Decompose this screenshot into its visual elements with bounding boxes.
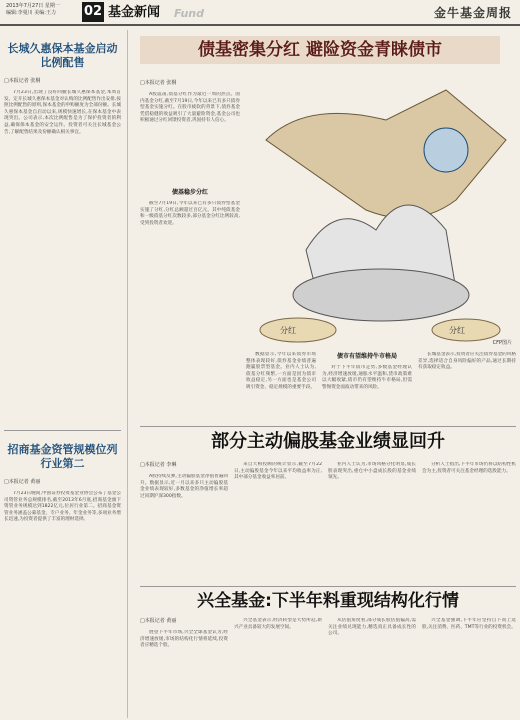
newspaper-brand: 金牛基金周报 <box>433 6 512 20</box>
second-article-body-col3: 业内人士认为,市场风格分化明显,成长股表现突出,重仓中小盘成长股的基金业绩领先。 <box>328 462 416 481</box>
main-article-col3 <box>322 352 412 425</box>
main-article-subhead1: 债基稳步分红 <box>171 189 208 196</box>
main-article-col2 <box>246 352 316 422</box>
third-article-col2 <box>234 618 322 714</box>
third-article-body-col1: 展望下半年市场,兴全全球基金认为,经济增速放缓,市场的结构化行情将延续,投资者应精选个股。 <box>140 630 228 649</box>
illustration <box>246 80 518 346</box>
second-article-col3 <box>328 462 416 580</box>
second-article-body-col2: 来自天相投顾的统计显示,截至7月22日,主动偏股基金今年以来平均收益率为正,其中部分基金收益率居前。 <box>234 462 322 481</box>
third-article-body-col4: 兴全基金强调,下半年应坚持自下而上选股,关注消费、医药、TMT等行业的投资机会。 <box>422 618 516 630</box>
second-article-byline: □本报记者 李琳 <box>140 462 177 468</box>
page-number: 02 <box>82 2 104 22</box>
section-title-en: Fund <box>174 7 204 20</box>
masthead-date-line: 2013年7月27日 星期一 <box>6 3 60 9</box>
third-article-body-col3: 从估值角度看,部分成长股估值偏高,需关注业绩兑现能力,精选真正具备成长性的公司。 <box>328 618 416 637</box>
divider <box>4 430 121 431</box>
illustration-graphic <box>246 80 518 346</box>
illustration-credit: CFP图片 <box>492 340 512 346</box>
second-article-body-col1: A股持续反弹,主动偏股基金净值普遍回升。数据显示,近一月以来多只主动偏股基金业绩表现较好,多数基金的净值增长率超过同期沪深300指数。 <box>140 474 228 499</box>
second-article-col1 <box>140 462 228 584</box>
second-article-body-col4: 分析人士指出,下半年市场仍将以结构性机会为主,投资者可关注基金经理的选股能力。 <box>422 462 516 474</box>
main-article-body-col3: 对于下半年债市走势,多数基金经理认为,经济增速放缓,通胀水平温和,货币政策难以大幅收紧,债市仍有望维持牛市格局,但需警惕资金面波动带来的风险。 <box>322 365 412 390</box>
main-article-col4 <box>418 352 516 422</box>
headline-second: 部分主动偏股基金业绩显回升 <box>211 431 445 452</box>
main-article-body-col4: 长城基金表示,投资者应关注债券基金的风格差异,选择适合自身风险偏好的产品,通过长期持有获取稳定收益。 <box>418 352 516 371</box>
third-article-body-col2: 兴全基金表示,经济转型是大势所趋,新兴产业具备较大的发展空间。 <box>234 618 322 630</box>
left-column <box>4 30 128 718</box>
article-byline-changcheng: □本报记者 张桐 <box>4 78 41 84</box>
headline-main: 债基密集分红 避险资金青睐债市 <box>140 36 500 64</box>
main-article-col1 <box>140 80 240 361</box>
article-body-changcheng: 7月23日,出现了良好回撤长城久惠保本基金,本周首发。定开长城久惠保本基金对认购的比例配售作出安排,按照比例配售的原则,保本基金的申购额度为全部份额。长城久惠保本基金自启动以来,规模快速增长,在保本基金中表现突出。公司表示,本次比例配售是为了保护投资者的利益,确保保本基金的安全运作。投资者可关注长城基金公告,了解配售结果及份额确认相关事宜。 <box>4 90 121 135</box>
headline-third: 兴全基金:下半年料重现结构化行情 <box>197 591 459 611</box>
article-title-zhaoshang: 招商基金资管规模位列行业第二 <box>7 443 118 470</box>
article-byline-zhaoshang: □本报记者 黄丽 <box>4 479 41 485</box>
rule-1 <box>140 426 516 427</box>
headline-main-wrap <box>140 30 516 72</box>
third-article-col1 <box>140 618 228 716</box>
second-article-col4 <box>422 462 516 580</box>
masthead-editors: 编辑:李曼川 美编:王力 <box>6 10 56 16</box>
masthead-date <box>6 3 74 17</box>
third-article-col3 <box>328 618 416 714</box>
main-article-subhead2: 债市有望维持牛市格局 <box>336 353 397 360</box>
second-article-col2 <box>234 462 322 580</box>
main-article-body-col1: A股震荡,债基分红作为最近一周的热点。国内基金分红,截至7月19日,今年以来已有多只债券型基金实施分红。在股市疲软的背景下,债券基金凭借稳健的收益吸引了大量避险资金,基金公司也积极通过分红回馈投资者,巩固持有人信心。 <box>140 92 240 124</box>
main-article-body-col2: 数据显示,今年以来债券市场整体表现较好,债券基金业绩普遍跑赢股票型基金。业内人士认为,债基分红频繁,一方面是因为债市收益稳定,另一方面也是基金公司吸引资金、稳定规模的重要手段。 <box>246 352 316 390</box>
third-article-byline: □本报记者 黄丽 <box>140 618 177 624</box>
main-article-body-col1b: 截至7月19日,今年以来已有多只债券型基金实施了分红,分红总额超过百亿元。其中纯债基金和一级债基分红次数较多,部分基金分红比例较高,受到投资者欢迎。 <box>140 201 240 226</box>
main-article-byline: □本报记者 张桐 <box>140 80 177 86</box>
third-article-col4 <box>422 618 516 714</box>
section-title: 基金新闻 <box>108 5 161 20</box>
masthead <box>0 0 520 26</box>
article-title-changcheng: 长城久惠保本基金启动比例配售 <box>7 42 118 69</box>
article-body-zhaoshang: 7月23日晚间,中国证券投资基金业协会公布了基金公司资管业务总规模排名,截至2013年6月底,招商基金旗下资管业务规模达到1822亿元,位居行业第二。招商基金资管业务涵盖公募基金、专户业务、年金业务等,多项业务增长迅速,为投资者提供了丰富的理财选择。 <box>4 491 121 523</box>
illustration-label-right: 分红 <box>449 326 465 335</box>
rule-2 <box>140 586 516 587</box>
illustration-label-left: 分红 <box>280 326 296 335</box>
